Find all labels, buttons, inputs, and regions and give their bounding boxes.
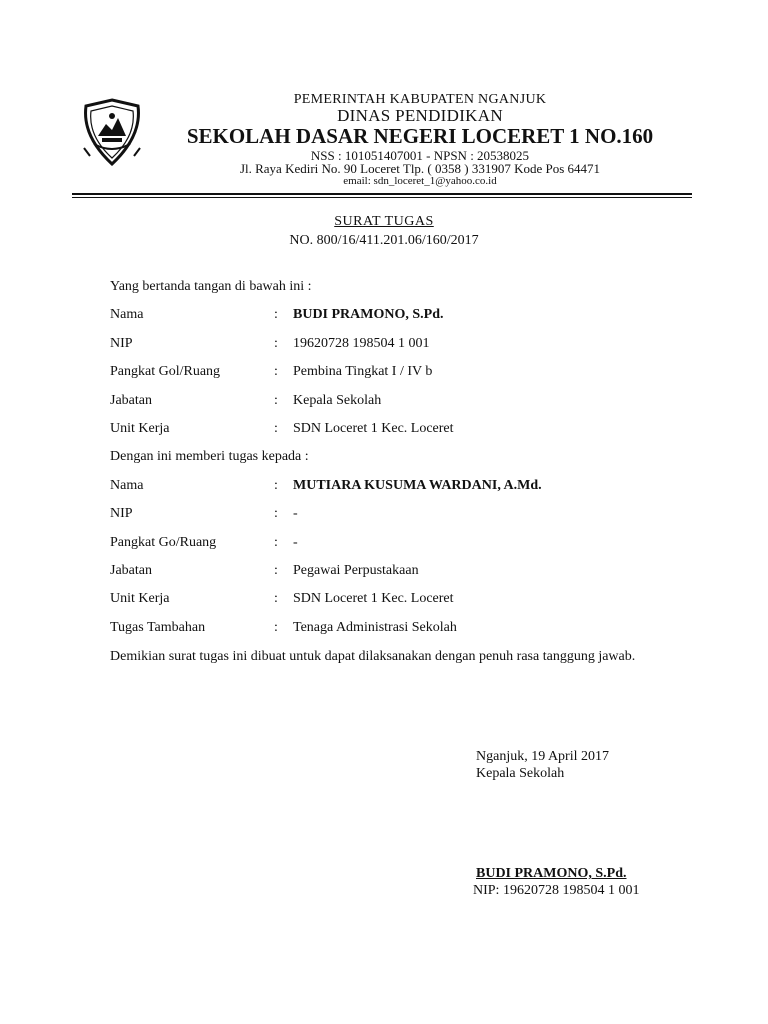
signer-nip-value: 19620728 198504 1 001	[293, 336, 430, 351]
letter-number: NO. 800/16/411.201.06/160/2017	[289, 233, 479, 248]
assignee-extra-task-colon: :	[274, 620, 278, 635]
assignee-name-label: Nama	[110, 478, 144, 493]
assignee-nip-label: NIP	[110, 506, 133, 521]
letterhead-department: DINAS PENDIDIKAN	[337, 106, 503, 125]
assignee-unit-value: SDN Loceret 1 Kec. Loceret	[293, 591, 454, 606]
signer-name-value: BUDI PRAMONO, S.Pd.	[293, 307, 444, 322]
assign-intro-text: Dengan ini memberi tugas kepada :	[110, 449, 309, 464]
signer-name-label: Nama	[110, 307, 144, 322]
assignee-extra-task-label: Tugas Tambahan	[110, 620, 206, 635]
signer-rank-colon: :	[274, 364, 278, 379]
letterhead-divider-thin	[72, 197, 692, 198]
assignee-nip-value: -	[293, 506, 298, 521]
letterhead-divider-thick	[72, 193, 692, 195]
signer-unit-colon: :	[274, 421, 278, 436]
signer-nip-label: NIP	[110, 336, 133, 351]
signature-nip: NIP: 19620728 198504 1 001	[473, 883, 640, 898]
assignee-rank-value: -	[293, 535, 298, 550]
letterhead-email: email: sdn_loceret_1@yahoo.co.id	[343, 175, 497, 187]
signer-unit-label: Unit Kerja	[110, 421, 170, 436]
signer-position-colon: :	[274, 393, 278, 408]
letter-title: SURAT TUGAS	[334, 214, 434, 229]
signer-name-colon: :	[274, 307, 278, 322]
signature-position: Kepala Sekolah	[476, 766, 565, 781]
signer-nip-colon: :	[274, 336, 278, 351]
assignee-rank-colon: :	[274, 535, 278, 550]
intro-text: Yang bertanda tangan di bawah ini :	[110, 279, 312, 294]
assignee-rank-label: Pangkat Go/Ruang	[110, 535, 217, 550]
signer-rank-value: Pembina Tingkat I / IV b	[293, 364, 433, 379]
assignee-extra-task-value: Tenaga Administrasi Sekolah	[293, 620, 457, 635]
letterhead-government: PEMERINTAH KABUPATEN NGANJUK	[293, 92, 547, 107]
assignee-position-value: Pegawai Perpustakaan	[293, 563, 419, 578]
signature-name: BUDI PRAMONO, S.Pd.	[476, 866, 627, 881]
letterhead-school-name: SEKOLAH DASAR NEGERI LOCERET 1 NO.160	[186, 124, 654, 148]
assignee-unit-colon: :	[274, 591, 278, 606]
letterhead-nss-npsn: NSS : 101051407001 - NPSN : 20538025	[310, 148, 530, 163]
letterhead-address: Jl. Raya Kediri No. 90 Loceret Tlp. ( 0358 ) 331907 Kode Pos 64471	[239, 161, 601, 176]
assignee-position-label: Jabatan	[110, 563, 152, 578]
assignee-name-value: MUTIARA KUSUMA WARDANI, A.Md.	[293, 478, 542, 493]
assignee-nip-colon: :	[274, 506, 278, 521]
signature-place-date: Nganjuk, 19 April 2017	[476, 749, 609, 764]
assignee-unit-label: Unit Kerja	[110, 591, 170, 606]
signer-position-value: Kepala Sekolah	[293, 393, 382, 408]
signer-rank-label: Pangkat Gol/Ruang	[110, 364, 221, 379]
regency-emblem-logo	[76, 96, 148, 168]
signer-unit-value: SDN Loceret 1 Kec. Loceret	[293, 421, 454, 436]
assignee-position-colon: :	[274, 563, 278, 578]
closing-paragraph: Demikian surat tugas ini dibuat untuk dapat dilaksanakan dengan penuh rasa tanggung jawab.	[110, 649, 636, 664]
signer-position-label: Jabatan	[110, 393, 152, 408]
assignee-name-colon: :	[274, 478, 278, 493]
